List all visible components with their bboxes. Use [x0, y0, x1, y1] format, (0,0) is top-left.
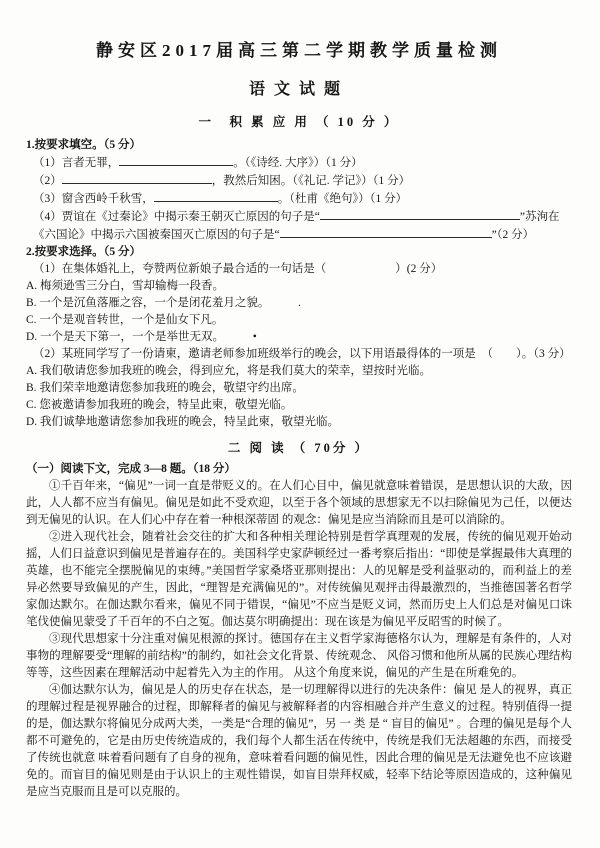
reading-paragraph-3: ③现代思想家十分注重对偏见根源的探讨。德国存在主义哲学家海德格尔认为，理解是有条件的，人对事物的理解要受“理解的前结构”的制约，如社会文化背景、传统观念、 风俗习惯和他所从属的民族心理结构等等，这些因素在理解活动中起着先入为主的作用。 从这个角度来说，偏见的产生是在所难免的。 — [26, 633, 572, 679]
page-subtitle: 语文试题 — [248, 81, 349, 98]
reading-intro: （一）阅读下文，完成 3—8 题。（18 分） — [26, 463, 236, 475]
q1-item-3-pre: （3）窗含西岭千秋雪， — [33, 193, 154, 205]
q2-part1-option-b: B. 一个是沉鱼落雁之容，一个是闭花羞月之貌。 . — [26, 297, 302, 309]
reading-paragraph-4: ④伽达默尔认为，偏见是人的历史存在状态，是一切理解得以进行的先决条件：偏见 是人的视界，真正的理解过程是视界融合的过程，即解释者的偏见与被解释者的内容相融合并产生意义的过程。特别值得一提的是，伽达默尔将偏见分成两大类，一类是“合理的偏见”，另 一 类 是 “ 盲目的偏见” 。合理的偏见是每个人都不可避免的，它是由历史传统造成的，我们每个人都生活在传统中，传统是我们无法超趣的东西，而接受了传统也就意 味着看问题有了自身的视角，意味着看问题的偏见性，因此合理的偏见是无法避免也不应该避免的。而盲目的偏见则是由于认识上的主观性错误，如盲目崇拜权威，轻率下结论等原因造成的，这种偏见是应当克服而且是可以克服的。 — [26, 684, 572, 798]
q1-item-3-post: 。（杜甫《绝句》）（1 分） — [277, 193, 408, 205]
q2-part1-option-d: D. 一个是天下第一，一个是举世无双。 • — [26, 331, 257, 343]
q1-heading: 1.按要求填空。（5 分） — [26, 139, 141, 151]
q1-item-1-post: 。（《诗经. 大序》）（1 分） — [233, 157, 363, 169]
q1-item-1 — [26, 154, 572, 172]
q2-part2-stem: （2）某班同学写了一份请柬，邀请老师参加班级举行的晚会，以下用语最得体的一项是 （ ）。（3 分） — [33, 348, 571, 360]
q1-item-4-mid: ”苏洵在《六国论》中揭示六国被秦国灭亡原因的句子是“ — [33, 211, 560, 241]
fill-blank — [280, 226, 492, 238]
q2-part1-option-c: C. 一个是观音转世，一个是仙女下凡。 — [26, 314, 224, 326]
q1-item-3 — [26, 190, 572, 208]
q2-part1-option-a: A. 梅须逊雪三分白，雪却输梅一段香。 — [26, 280, 225, 292]
reading-paragraph-2: ②进入现代社会，随着社会交往的扩大和各种相关理论特别是哲学真理观的发展，传统的偏见观开始动摇，人们日益意识到偏见是普遍存在的。美国科学史家萨顿经过一番考察后指出：“即使是掌握最伟大真理的英雄，也不能完全摆脱偏见的束缚。”美国哲学家桑塔亚那则提出：人的见解是受利益驱动的，而利益上的差异必然要导致偏见的产生，因此，“理智是充满偏见的”。对传统偏见观抨击得最激烈的，当推德国著名哲学家伽达默尔。在伽达默尔看来，偏见不同于错误，“偏见”不应当是贬义词，然而历史上人们总是对偏见口诛笔伐使偏见蒙受了千百年的不白之冤。伽达莫尔明确提出：现在该是为偏见平反昭雪的时候了。 — [26, 531, 572, 628]
page-title: 静安区2017届高三第二学期教学质量检测 — [96, 41, 502, 60]
q2-heading: 2.按要求选择。（5 分） — [26, 246, 141, 258]
section-heading-reading: 二 阅 读 （ 70分 ） — [227, 441, 371, 455]
section-heading-accumulation: 一 积 累 应 用 （ 10 分 ） — [198, 115, 400, 129]
fill-blank — [119, 154, 233, 166]
q1-item-4-pre: （4）贾谊在《过秦论》中揭示秦王朝灭亡原因的句子是“ — [33, 211, 320, 223]
fill-blank — [154, 190, 278, 202]
fill-blank — [320, 208, 520, 220]
q2-part2-option-d: D. 我们诚挚地邀请您参加我班的晚会，特呈此柬，敬望光临。 — [26, 416, 340, 428]
q2-part2-option-c: C. 您被邀请参加我班的晚会，特呈此柬，敬望光临。 — [26, 399, 293, 411]
q2-part2-option-b: B. 我们荣幸地邀请您参加我班的晚会，敬望守约出席。 — [26, 382, 304, 394]
q1-item-1-pre: （1）言者无罪， — [33, 157, 120, 169]
q1-item-2 — [26, 172, 572, 190]
q2-part2-option-a: A. 我们敬请您参加我班的晚会，得到应允，将是我们莫大的荣幸，望按时光临。 — [26, 365, 432, 377]
q1-item-2-pre: （2） — [33, 175, 62, 187]
fill-blank — [62, 172, 212, 184]
q2-part1-stem: （1）在集体婚礼上，夸赞两位新娘子最合适的一句话是（ ）(2 分） — [33, 263, 443, 275]
q1-item-4-post: ”（2 分） — [491, 229, 535, 241]
reading-paragraph-1: ①千百年来，“偏见”一词一直是带贬义的。在人们心目中，偏见就意味着错误，是思想认识的大敌，因此，人人都不应当有偏见。偏见是如此不受欢迎，以至于各个领域的思想家无不以扫除偏见为己任，以便达到无偏见的认识。在人们心中存在着一种根深蒂固 的观念：偏见是应当消除而且是可以消除的。 — [26, 480, 572, 526]
q1-item-2-post: ，教然后知困。（《礼记. 学记》）（1 分） — [211, 175, 411, 187]
q1-item-4 — [26, 208, 572, 244]
